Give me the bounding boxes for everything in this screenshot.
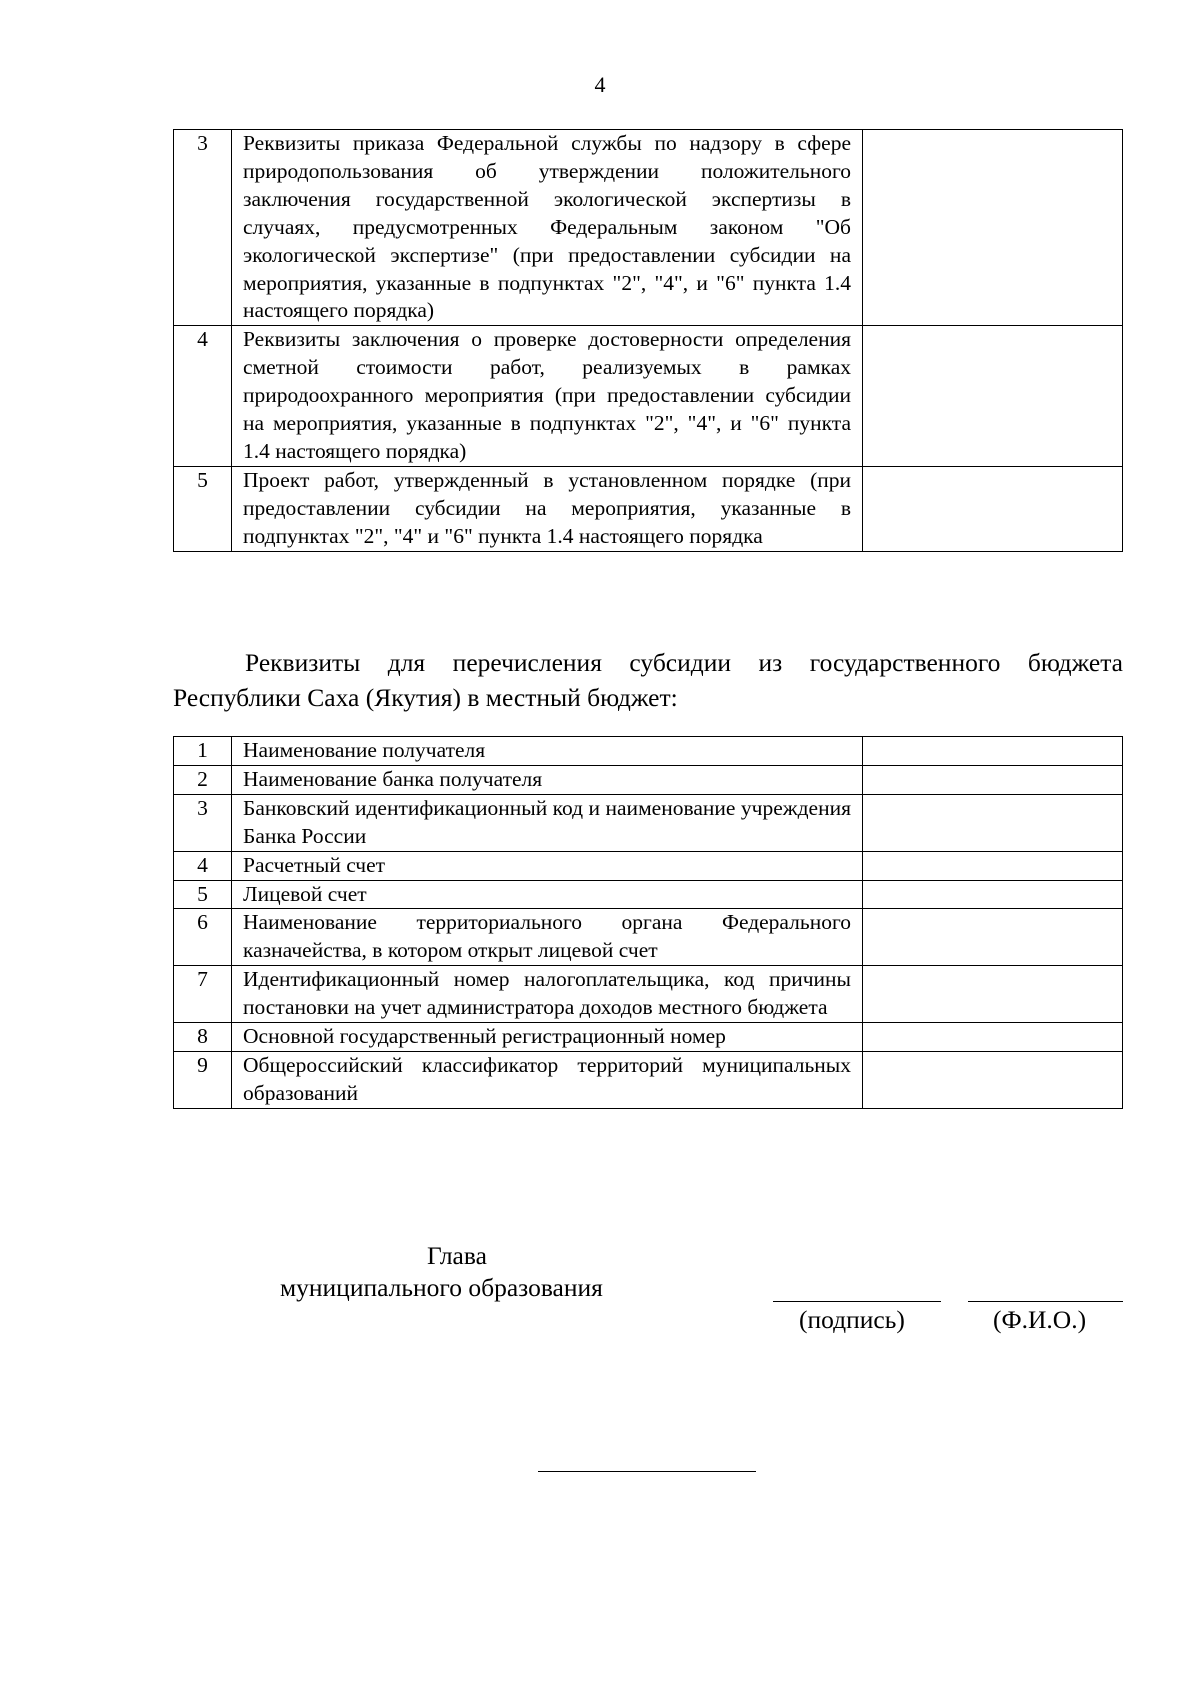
row-description: Банковский идентификационный код и наименование учреждения Банка России	[232, 794, 863, 851]
row-description: Наименование территориального органа Федерального казначейства, в котором открыт лицевой счет	[232, 909, 863, 966]
row-number: 7	[174, 966, 232, 1023]
row-number: 3	[174, 794, 232, 851]
signatory-title-line1: Глава	[427, 1241, 487, 1270]
row-number: 9	[174, 1051, 232, 1108]
row-number: 4	[174, 326, 232, 467]
row-description: Реквизиты заключения о проверке достоверности определения сметной стоимости работ, реализуемых в рамках природоохранного мероприятия (при предоставлении субсидии на мероприятия, указанные в подпунктах "2", "4", и "6" пункта 1.4 настоящего порядка)	[232, 326, 863, 467]
row-description: Лицевой счет	[232, 880, 863, 909]
table-row	[174, 880, 1123, 909]
row-value-cell	[863, 1051, 1123, 1108]
table-row	[174, 765, 1123, 794]
signature-line	[773, 1301, 941, 1302]
row-value-cell	[863, 851, 1123, 880]
row-description: Проект работ, утвержденный в установленном порядке (при предоставлении субсидии на мероприятия, указанные в подпунктах "2", "4" и "6" пункта 1.4 настоящего порядка	[232, 466, 863, 551]
end-of-document-rule	[538, 1471, 756, 1472]
row-number: 2	[174, 765, 232, 794]
signatory-title-line2: муниципального образования	[280, 1273, 603, 1302]
row-value-cell	[863, 765, 1123, 794]
row-description: Расчетный счет	[232, 851, 863, 880]
table-row	[174, 1051, 1123, 1108]
table-row	[174, 326, 1123, 467]
row-number: 5	[174, 466, 232, 551]
transfer-details-paragraph: Реквизиты для перечисления субсидии из государственного бюджета Республики Саха (Якутия) в местный бюджет:	[173, 648, 1123, 712]
row-value-cell	[863, 737, 1123, 766]
row-description: Общероссийский классификатор территорий муниципальных образований	[232, 1051, 863, 1108]
row-description: Идентификационный номер налогоплательщика, код причины постановки на учет администратора доходов местного бюджета	[232, 966, 863, 1023]
row-value-cell	[863, 1023, 1123, 1052]
row-value-cell	[863, 466, 1123, 551]
documents-table	[173, 129, 1123, 552]
table-row	[174, 737, 1123, 766]
table-row	[174, 794, 1123, 851]
row-value-cell	[863, 880, 1123, 909]
bank-details-table	[173, 736, 1123, 1109]
page-number: 4	[594, 72, 606, 97]
row-description: Наименование получателя	[232, 737, 863, 766]
signature-caption: (подпись)	[799, 1305, 905, 1334]
row-value-cell	[863, 966, 1123, 1023]
row-description: Наименование банка получателя	[232, 765, 863, 794]
row-description: Реквизиты приказа Федеральной службы по надзору в сфере природопользования об утверждении положительного заключения государственной экологической экспертизы в случаях, предусмотренных Федеральным законом "Об экологической экспертизе" (при предоставлении субсидии на мероприятия, указанные в подпунктах "2", "4", и "6" пункта 1.4 настоящего порядка)	[232, 130, 863, 326]
row-value-cell	[863, 909, 1123, 966]
name-caption: (Ф.И.О.)	[993, 1305, 1087, 1334]
table-row	[174, 1023, 1123, 1052]
table-row	[174, 966, 1123, 1023]
row-description: Основной государственный регистрационный номер	[232, 1023, 863, 1052]
row-value-cell	[863, 794, 1123, 851]
row-number: 1	[174, 737, 232, 766]
row-value-cell	[863, 326, 1123, 467]
table-row	[174, 130, 1123, 326]
row-number: 8	[174, 1023, 232, 1052]
row-number: 5	[174, 880, 232, 909]
table-row	[174, 466, 1123, 551]
row-value-cell	[863, 130, 1123, 326]
name-line	[968, 1301, 1123, 1302]
row-number: 3	[174, 130, 232, 326]
table-row	[174, 909, 1123, 966]
row-number: 6	[174, 909, 232, 966]
row-number: 4	[174, 851, 232, 880]
table-row	[174, 851, 1123, 880]
